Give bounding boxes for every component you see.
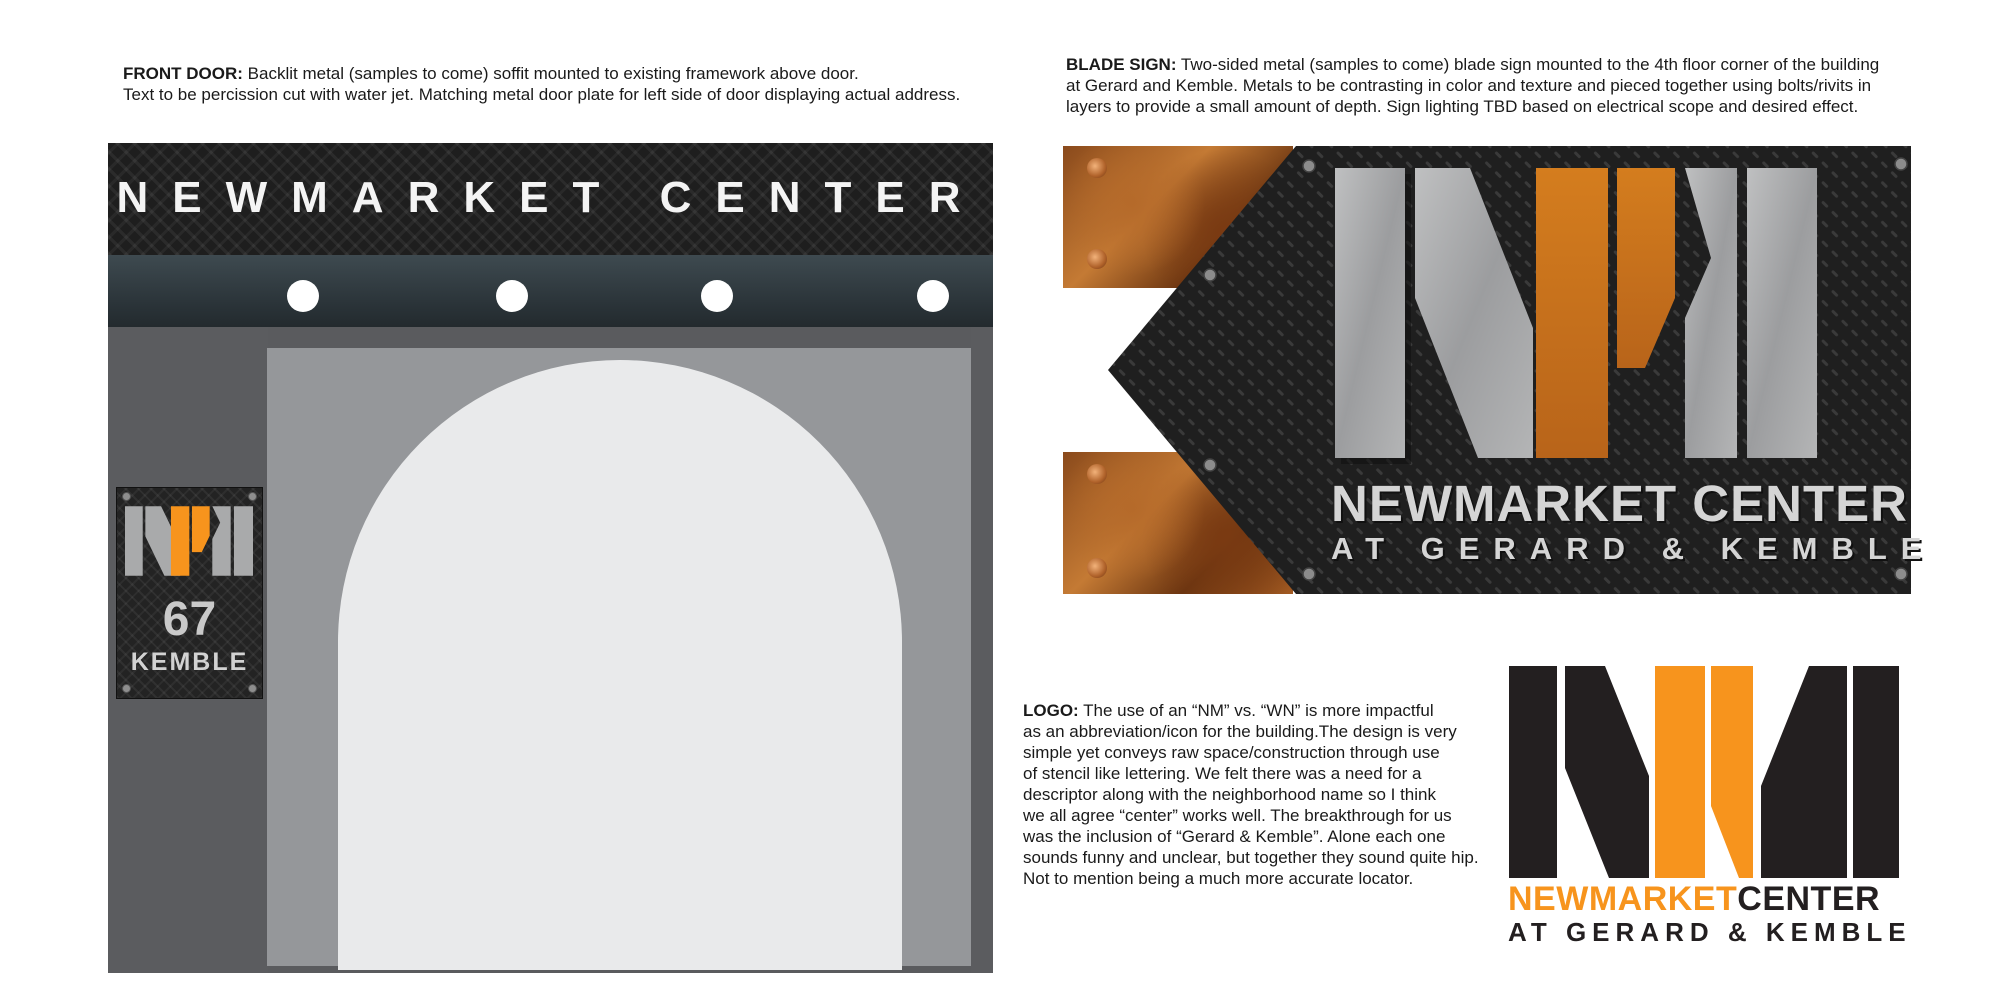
logo-caption <box>1023 700 1493 889</box>
blade-sign-subtitle: AT GERARD & KEMBLE <box>1331 531 1936 566</box>
soffit-light-bar <box>108 255 993 327</box>
logo-wordmark-black: CENTER <box>1737 880 1881 918</box>
plate-street-name: KEMBLE <box>130 648 249 676</box>
soffit-light <box>287 280 319 312</box>
blade-sign-heading: BLADE SIGN: <box>1066 55 1177 74</box>
soffit-sign-text: NEWMARKET CENTER <box>116 173 985 222</box>
soffit-sign <box>108 143 993 255</box>
address-plate <box>116 487 263 699</box>
logo-caption-line: simple yet conveys raw space/construction through use <box>1023 743 1440 762</box>
soffit-light <box>701 280 733 312</box>
logo-caption-line: descriptor along with the neighborhood name so I think <box>1023 785 1436 804</box>
blade-caption-line-2: at Gerard and Kemble. Metals to be contrasting in color and texture and pieced together using bolts/rivits in <box>1066 76 1872 95</box>
front-door-caption-line-1: FRONT DOOR: Backlit metal (samples to come) soffit mounted to existing framework above door. <box>123 64 859 83</box>
blade-sign-title: NEWMARKET CENTER <box>1331 475 1908 532</box>
blade-caption-line-1: BLADE SIGN: Two-sided metal (samples to come) blade sign mounted to the 4th floor corner of the building <box>1066 55 1880 74</box>
front-door-caption <box>123 63 1003 105</box>
logo-wordmark <box>1508 880 1880 919</box>
logo-caption-line: Not to mention being a much more accurate locator. <box>1023 869 1414 888</box>
soffit-light <box>496 280 528 312</box>
logo-caption-line: sounds funny and unclear, but together they sound quite hip. <box>1023 848 1479 867</box>
door-right-wall <box>971 327 993 973</box>
blade-caption-line-3: layers to provide a small amount of depth. Sign lighting TBD based on electrical scope and desired effect. <box>1066 97 1859 116</box>
door-arch <box>338 360 902 970</box>
logo-caption-line: of stencil like lettering. We felt there was a need for a <box>1023 764 1422 783</box>
logo-caption-line: was the inclusion of “Gerard & Kemble”. Alone each one <box>1023 827 1446 846</box>
plate-street-number: 67 <box>162 593 217 646</box>
plate-rivet <box>122 684 131 693</box>
logo-heading: LOGO: <box>1023 701 1079 720</box>
front-door-caption-line-2: Text to be percission cut with water jet. Matching metal door plate for left side of door displaying actual address. <box>123 85 961 104</box>
plate-nm-logo <box>125 502 253 580</box>
soffit-light <box>917 280 949 312</box>
logo-caption-line: LOGO: The use of an “NM” vs. “WN” is more impactful <box>1023 701 1434 720</box>
logo-caption-line: we all agree “center” works well. The breakthrough for us <box>1023 806 1452 825</box>
blade-sign-illustration <box>1063 146 1936 594</box>
nm-logo-mark <box>1509 666 1899 878</box>
blade-sign-caption <box>1066 54 2006 117</box>
logo-caption-line: as an abbreviation/icon for the building.The design is very <box>1023 722 1457 741</box>
plate-rivet <box>248 684 257 693</box>
front-door-heading: FRONT DOOR: <box>123 64 243 83</box>
plate-rivet <box>122 492 131 501</box>
logo-subtitle: AT GERARD & KEMBLE <box>1508 917 1912 947</box>
plate-rivet <box>248 492 257 501</box>
logo-wordmark-orange: NEWMARKET <box>1508 880 1738 918</box>
